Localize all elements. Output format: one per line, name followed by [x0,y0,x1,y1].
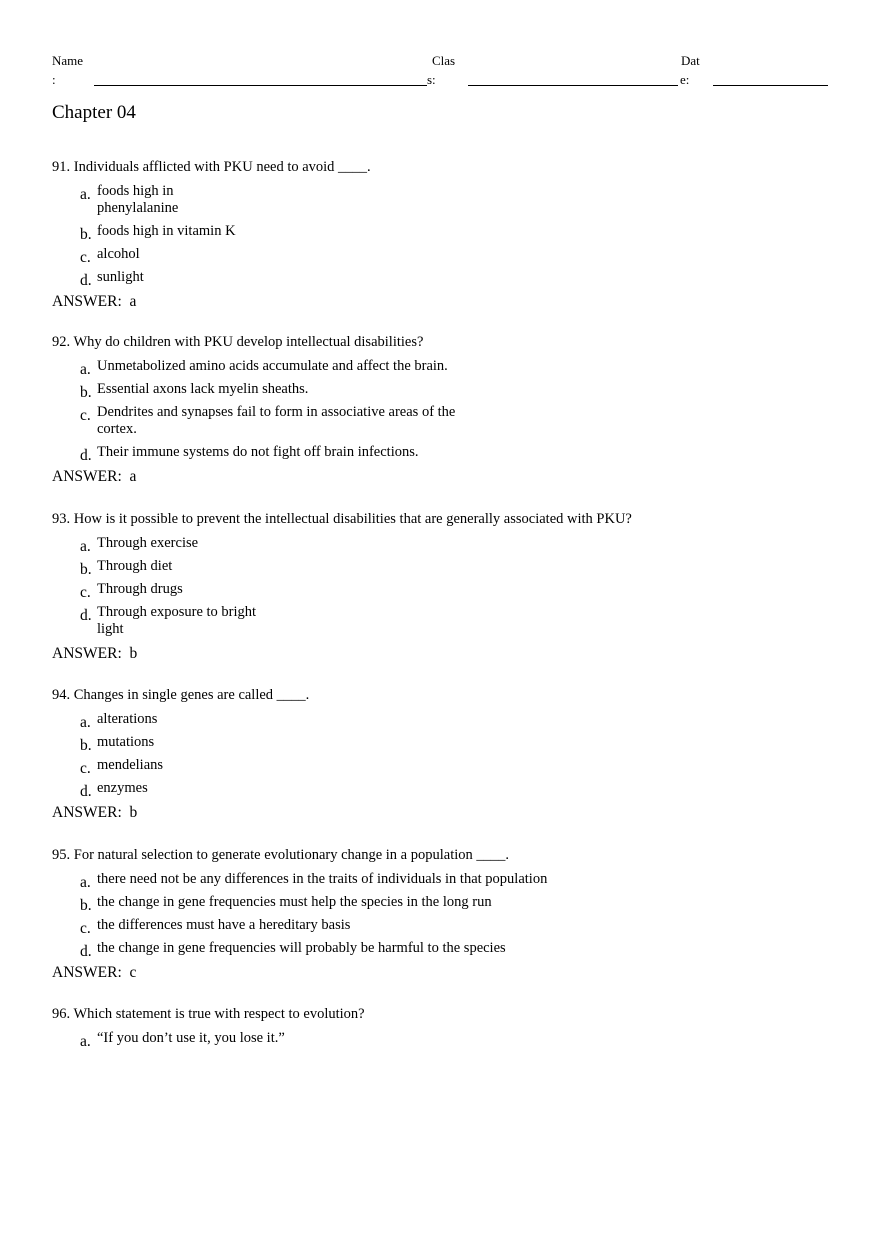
question-stem: 92. Why do children with PKU develop intellectual disabilities? [52,334,424,350]
class-label: Clas [432,53,456,68]
option-text: there need not be any differences in the traits of individuals in that population [97,871,548,887]
option-c [52,246,852,266]
option-a [52,1030,852,1050]
option-b [52,381,852,401]
name-label: Name [52,53,84,68]
question-stem: 95. For natural selection to generate evolutionary change in a population ____. [52,847,510,863]
option-text: mutations [97,734,155,750]
option-letter: a. [80,186,91,203]
option-letter: c. [80,249,91,266]
question-92 [52,332,852,487]
option-text: alterations [97,711,158,727]
option-text: the change in gene frequencies must help the species in the long run [97,894,492,910]
answer-text: ANSWER: b [52,645,138,662]
option-text: Unmetabolized amino acids accumulate and affect the brain. [97,358,448,374]
option-letter: b. [80,561,92,578]
question-stem: 96. Which statement is true with respect to evolution? [52,1006,365,1022]
option-b [52,734,852,754]
option-text: Essential axons lack myelin sheaths. [97,381,309,397]
answer-text: ANSWER: b [52,804,138,821]
option-letter: a. [80,361,91,378]
question-95 [52,845,852,983]
name-field-line [94,85,427,86]
option-letter: b. [80,384,92,401]
class-field-line [468,85,678,86]
option-letter: a. [80,1033,91,1050]
name-label-colon: : [52,72,56,87]
question-stem: 91. Individuals afflicted with PKU need to avoid ____. [52,159,371,175]
date-field-line [713,85,828,86]
option-text: foods high in phenylalanine [97,183,179,216]
option-letter: b. [80,737,92,754]
option-a [52,711,852,731]
option-letter: a. [80,874,91,891]
option-letter: a. [80,714,91,731]
option-text: sunlight [97,269,144,285]
option-a [52,358,852,378]
option-letter: b. [80,897,92,914]
answer-text: ANSWER: c [52,964,137,981]
option-text: enzymes [97,780,148,796]
answer-text: ANSWER: a [52,468,137,485]
option-text: the change in gene frequencies will probably be harmful to the species [97,940,506,956]
option-a [52,871,852,891]
option-letter: c. [80,407,91,424]
option-letter: d. [80,272,92,289]
question-94 [52,685,852,823]
option-letter: c. [80,920,91,937]
option-letter: c. [80,584,91,601]
option-text: Through exercise [97,535,199,551]
option-b [52,223,852,243]
option-text: alcohol [97,246,140,262]
question-stem: 94. Changes in single genes are called ____. [52,687,310,703]
option-d [52,940,852,960]
option-letter: a. [80,538,91,555]
option-c [52,757,852,777]
option-text: Their immune systems do not fight off brain infections. [97,444,419,460]
option-letter: d. [80,943,92,960]
option-b [52,894,852,914]
answer-text: ANSWER: a [52,293,137,310]
option-letter: c. [80,760,91,777]
chapter-title: Chapter 04 [52,102,136,123]
class-label-suffix: s: [427,72,436,87]
option-a [52,183,852,217]
date-label: Dat [681,53,700,68]
option-text: Through exposure to bright light [97,604,257,637]
question-96 [52,1004,852,1050]
option-letter: d. [80,447,92,464]
option-text: “If you don’t use it, you lose it.” [97,1030,285,1046]
option-c [52,917,852,937]
option-letter: d. [80,607,92,624]
option-letter: b. [80,226,92,243]
question-91 [52,157,852,312]
option-d [52,780,852,800]
date-label-suffix: e: [680,72,690,87]
option-c [52,404,852,438]
option-text: Through drugs [97,581,183,597]
option-d [52,604,852,638]
option-text: Dendrites and synapses fail to form in associative areas of the cortex. [97,404,456,437]
option-text: foods high in vitamin K [97,223,236,239]
option-a [52,535,852,555]
option-b [52,558,852,578]
question-93 [52,509,852,664]
option-d [52,269,852,289]
option-text: the differences must have a hereditary basis [97,917,351,933]
option-text: Through diet [97,558,173,574]
option-text: mendelians [97,757,164,773]
option-d [52,444,852,464]
option-letter: d. [80,783,92,800]
option-c [52,581,852,601]
question-stem: 93. How is it possible to prevent the intellectual disabilities that are generally associated with PKU? [52,511,632,527]
